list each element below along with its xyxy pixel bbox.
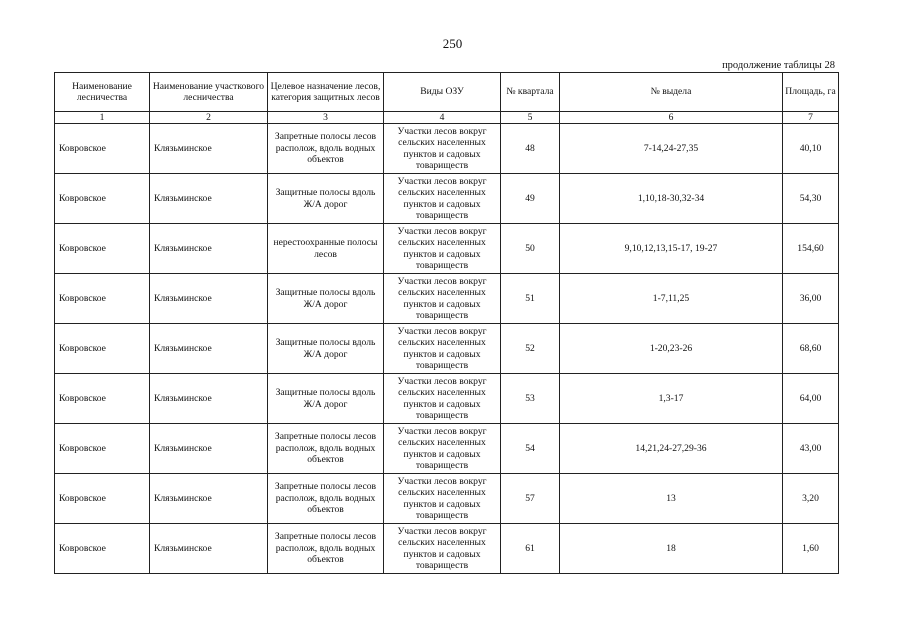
ozu-type-cell: Участки лесов вокруг сельских населенных пунктов и садовых товариществ	[384, 524, 501, 574]
column-number: 4	[384, 112, 501, 124]
table-row	[55, 374, 839, 424]
quarter-cell: 48	[501, 124, 560, 174]
district-forestry-cell: Клязьминское	[150, 474, 268, 524]
column-number: 3	[268, 112, 384, 124]
table-row	[55, 174, 839, 224]
table-row	[55, 274, 839, 324]
area-cell: 54,30	[783, 174, 839, 224]
forestry-cell: Ковровское	[55, 474, 150, 524]
header-cell: Наименование лесничества	[55, 73, 150, 112]
district-forestry-cell: Клязьминское	[150, 224, 268, 274]
allotment-cell: 9,10,12,13,15-17, 19-27	[560, 224, 783, 274]
header-cell: № выдела	[560, 73, 783, 112]
allotment-cell: 1,3-17	[560, 374, 783, 424]
area-cell: 3,20	[783, 474, 839, 524]
district-forestry-cell: Клязьминское	[150, 524, 268, 574]
purpose-cell: Защитные полосы вдоль Ж/А дорог	[268, 174, 384, 224]
allotment-cell: 1,10,18-30,32-34	[560, 174, 783, 224]
purpose-cell: нерестоохранные полосы лесов	[268, 224, 384, 274]
forestry-cell: Ковровское	[55, 424, 150, 474]
table-row	[55, 324, 839, 374]
allotment-cell: 18	[560, 524, 783, 574]
table-body	[55, 124, 839, 574]
quarter-cell: 50	[501, 224, 560, 274]
allotment-cell: 13	[560, 474, 783, 524]
area-cell: 1,60	[783, 524, 839, 574]
quarter-cell: 51	[501, 274, 560, 324]
purpose-cell: Запретные полосы лесов располож, вдоль водных объектов	[268, 124, 384, 174]
column-number: 5	[501, 112, 560, 124]
district-forestry-cell: Клязьминское	[150, 174, 268, 224]
table-row	[55, 124, 839, 174]
ozu-type-cell: Участки лесов вокруг сельских населенных пунктов и садовых товариществ	[384, 274, 501, 324]
allotment-cell: 1-7,11,25	[560, 274, 783, 324]
table-header-row	[55, 73, 839, 112]
forestry-cell: Ковровское	[55, 324, 150, 374]
forestry-cell: Ковровское	[55, 374, 150, 424]
area-cell: 40,10	[783, 124, 839, 174]
table-row	[55, 474, 839, 524]
district-forestry-cell: Клязьминское	[150, 424, 268, 474]
table-continuation-label: продолжение таблицы 28	[722, 60, 835, 71]
ozu-type-cell: Участки лесов вокруг сельских населенных пунктов и садовых товариществ	[384, 474, 501, 524]
district-forestry-cell: Клязьминское	[150, 274, 268, 324]
purpose-cell: Защитные полосы вдоль Ж/А дорог	[268, 374, 384, 424]
table-row	[55, 524, 839, 574]
quarter-cell: 49	[501, 174, 560, 224]
allotment-cell: 1-20,23-26	[560, 324, 783, 374]
area-cell: 154,60	[783, 224, 839, 274]
quarter-cell: 54	[501, 424, 560, 474]
page-number: 250	[442, 36, 463, 51]
ozu-type-cell: Участки лесов вокруг сельских населенных пунктов и садовых товариществ	[384, 324, 501, 374]
column-number: 2	[150, 112, 268, 124]
purpose-cell: Защитные полосы вдоль Ж/А дорог	[268, 274, 384, 324]
area-cell: 36,00	[783, 274, 839, 324]
quarter-cell: 61	[501, 524, 560, 574]
table-row	[55, 424, 839, 474]
column-number-row	[55, 112, 839, 124]
column-number: 1	[55, 112, 150, 124]
forestry-cell: Ковровское	[55, 274, 150, 324]
ozu-type-cell: Участки лесов вокруг сельских населенных пунктов и садовых товариществ	[384, 124, 501, 174]
ozu-type-cell: Участки лесов вокруг сельских населенных пунктов и садовых товариществ	[384, 224, 501, 274]
purpose-cell: Защитные полосы вдоль Ж/А дорог	[268, 324, 384, 374]
allotment-cell: 7-14,24-27,35	[560, 124, 783, 174]
district-forestry-cell: Клязьминское	[150, 324, 268, 374]
area-cell: 68,60	[783, 324, 839, 374]
forest-areas-table	[54, 72, 839, 574]
ozu-type-cell: Участки лесов вокруг сельских населенных пунктов и садовых товариществ	[384, 424, 501, 474]
district-forestry-cell: Клязьминское	[150, 124, 268, 174]
forestry-cell: Ковровское	[55, 174, 150, 224]
purpose-cell: Запретные полосы лесов располож, вдоль водных объектов	[268, 524, 384, 574]
forestry-cell: Ковровское	[55, 524, 150, 574]
allotment-cell: 14,21,24-27,29-36	[560, 424, 783, 474]
forestry-cell: Ковровское	[55, 224, 150, 274]
header-cell: Целевое назначение лесов, категория защитных лесов	[268, 73, 384, 112]
header-cell: Наименование участкового лесничества	[150, 73, 268, 112]
column-number: 7	[783, 112, 839, 124]
quarter-cell: 53	[501, 374, 560, 424]
area-cell: 43,00	[783, 424, 839, 474]
ozu-type-cell: Участки лесов вокруг сельских населенных пунктов и садовых товариществ	[384, 374, 501, 424]
ozu-type-cell: Участки лесов вокруг сельских населенных пунктов и садовых товариществ	[384, 174, 501, 224]
header-cell: Площадь, га	[783, 73, 839, 112]
column-number: 6	[560, 112, 783, 124]
header-cell: Виды ОЗУ	[384, 73, 501, 112]
purpose-cell: Запретные полосы лесов располож, вдоль водных объектов	[268, 474, 384, 524]
header-cell: № квартала	[501, 73, 560, 112]
forestry-cell: Ковровское	[55, 124, 150, 174]
area-cell: 64,00	[783, 374, 839, 424]
table-row	[55, 224, 839, 274]
district-forestry-cell: Клязьминское	[150, 374, 268, 424]
quarter-cell: 52	[501, 324, 560, 374]
quarter-cell: 57	[501, 474, 560, 524]
purpose-cell: Запретные полосы лесов располож, вдоль водных объектов	[268, 424, 384, 474]
